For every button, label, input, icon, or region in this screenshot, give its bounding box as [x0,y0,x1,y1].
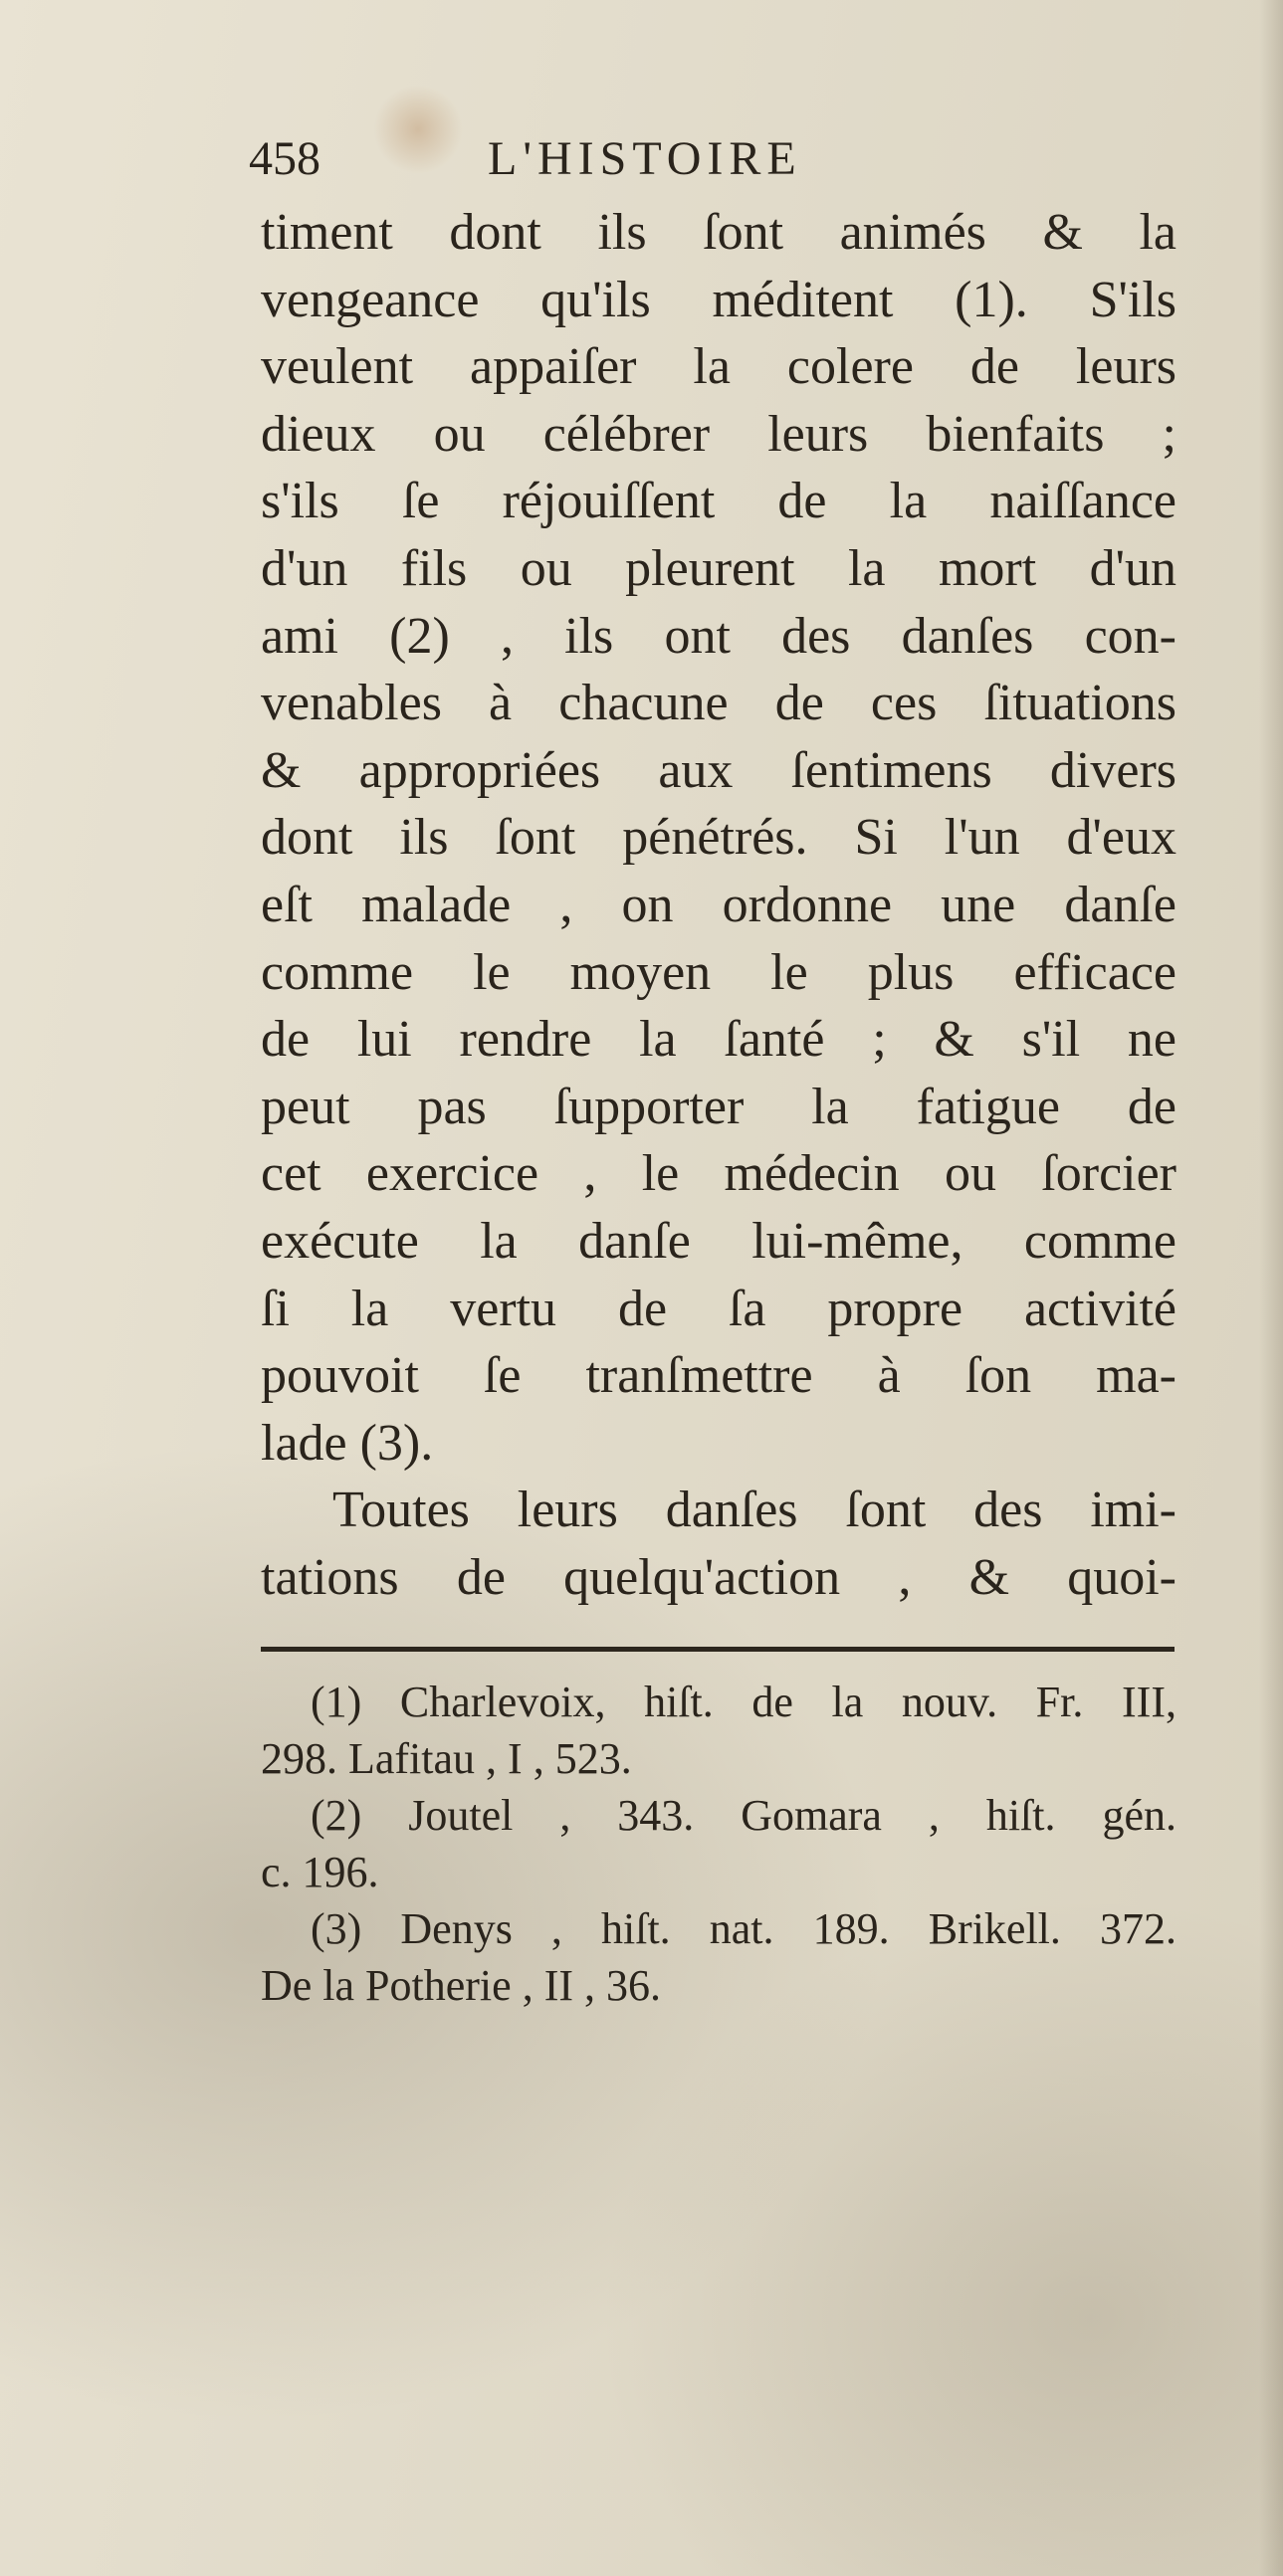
footnote-line: (1) Charlevoix, hiſt. de la nouv. Fr. III, [311,1678,1176,1726]
body-line: ſi la vertu de ſa propre activité [261,1280,1176,1337]
body-line: de lui rendre la ſanté ; & s'il ne [261,1011,1176,1069]
body-line: vengeance qu'ils méditent (1). S'ils [261,271,1176,328]
body-line: dont ils ſont pénétrés. Si l'un d'eux [261,809,1176,867]
page-edge-shadow [1259,0,1283,2576]
running-head: L'HISTOIRE [488,132,802,185]
footnote-line: 298. Lafitau , I , 523. [261,1734,632,1783]
body-line: cet exercice , le médecin ou ſorcier [261,1145,1176,1203]
body-line: & appropriées aux ſentimens divers [261,741,1176,799]
body-line: comme le moyen le plus efficace [261,943,1176,1001]
body-line: s'ils ſe réjouiſſent de la naiſſance [261,473,1176,530]
footnote-rule [261,1647,1175,1652]
footnotes [261,1674,1176,2014]
body-line: pouvoit ſe tranſmettre à ſon ma- [261,1347,1176,1405]
body-line: exécute la danſe lui-même, comme [261,1212,1176,1270]
page-number: 458 [249,132,321,185]
body-line: Toutes leurs danſes ſont des imi- [332,1482,1176,1539]
footnote-line: (3) Denys , hiſt. nat. 189. Brikell. 372. [311,1904,1176,1953]
body-line: venables à chacune de ces ſituations [261,675,1176,732]
footnote-line: De la Potherie , II , 36. [261,1961,661,2010]
body-line: dieux ou célébrer leurs bienfaits ; [261,405,1176,463]
page-header [249,129,946,189]
body-line: eſt malade , on ordonne une danſe [261,876,1176,933]
body-line: peut pas ſupporter la fatigue de [261,1078,1176,1135]
footnote-line: (2) Joutel , 343. Gomara , hiſt. gén. [311,1791,1176,1840]
body-line: d'un fils ou pleurent la mort d'un [261,539,1176,597]
body-text [261,199,1176,1611]
body-line: veulent appaiſer la colere de leurs [261,338,1176,396]
body-line: tations de quelqu'action , & quoi- [261,1548,1176,1606]
body-line: lade (3). [261,1414,434,1472]
body-line: timent dont ils ſont animés & la [261,204,1176,261]
footnote-line: c. 196. [261,1848,379,1896]
body-line: ami (2) , ils ont des danſes con- [261,607,1176,665]
